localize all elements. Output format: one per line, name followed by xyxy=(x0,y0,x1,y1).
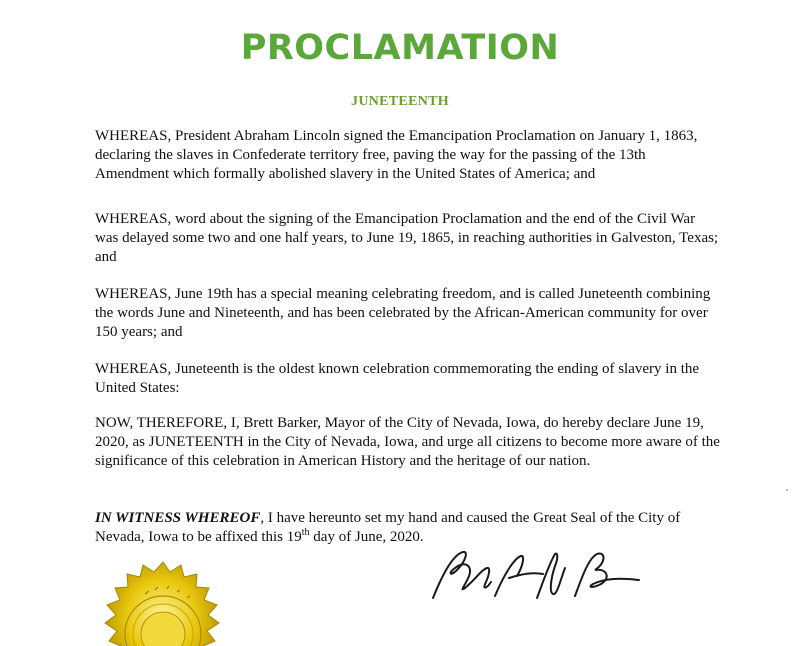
scan-speck xyxy=(786,489,788,491)
witness-lead: IN WITNESS WHEREOF xyxy=(95,510,261,526)
whereas-paragraph-2: WHEREAS, word about the signing of the Emancipation Proclamation and the end of the Civil War was delayed some two and one half years, to June 19, 1865, in reaching authorities in Galveston, Texas; and xyxy=(95,211,719,265)
whereas-paragraph-3: WHEREAS, June 19th has a special meaning celebrating freedom, and is called Juneteenth combining the words June and Nineteenth, and has been celebrated by the African-American community for over 150 years; and xyxy=(95,286,711,340)
witness-text-before: , I have hereunto set my hand and caused the Great Seal of the City of Nevada, Iowa to be affixed this 19 xyxy=(95,510,681,545)
ordinal-suffix: th xyxy=(301,527,310,538)
declaration-paragraph: NOW, THEREFORE, I, Brett Barker, Mayor of the City of Nevada, Iowa, do hereby declare June 19, 2020, as JUNETEENTH in the City of Nevada, Iowa, and urge all citizens to become more aware of the significance of this celebration in American History and the heritage of our nation. xyxy=(95,415,720,469)
page-title: PROCLAMATION xyxy=(240,28,560,68)
whereas-paragraph-1: WHEREAS, President Abraham Lincoln signed the Emancipation Proclamation on January 1, 1863, declaring the slaves in Confederate territory free, paving the way for the passing of the 13th Amendment which formally abolished slavery in the United States of America; and xyxy=(95,128,698,182)
witness-text-after: day of June, 2020. xyxy=(309,529,424,545)
page-subtitle: JUNETEENTH xyxy=(351,94,449,109)
gold-seal-icon xyxy=(88,556,238,646)
witness-paragraph xyxy=(95,509,720,547)
whereas-paragraph-4: WHEREAS, Juneteenth is the oldest known celebration commemorating the ending of slavery in the United States: xyxy=(95,361,700,396)
signature-image xyxy=(425,548,645,600)
